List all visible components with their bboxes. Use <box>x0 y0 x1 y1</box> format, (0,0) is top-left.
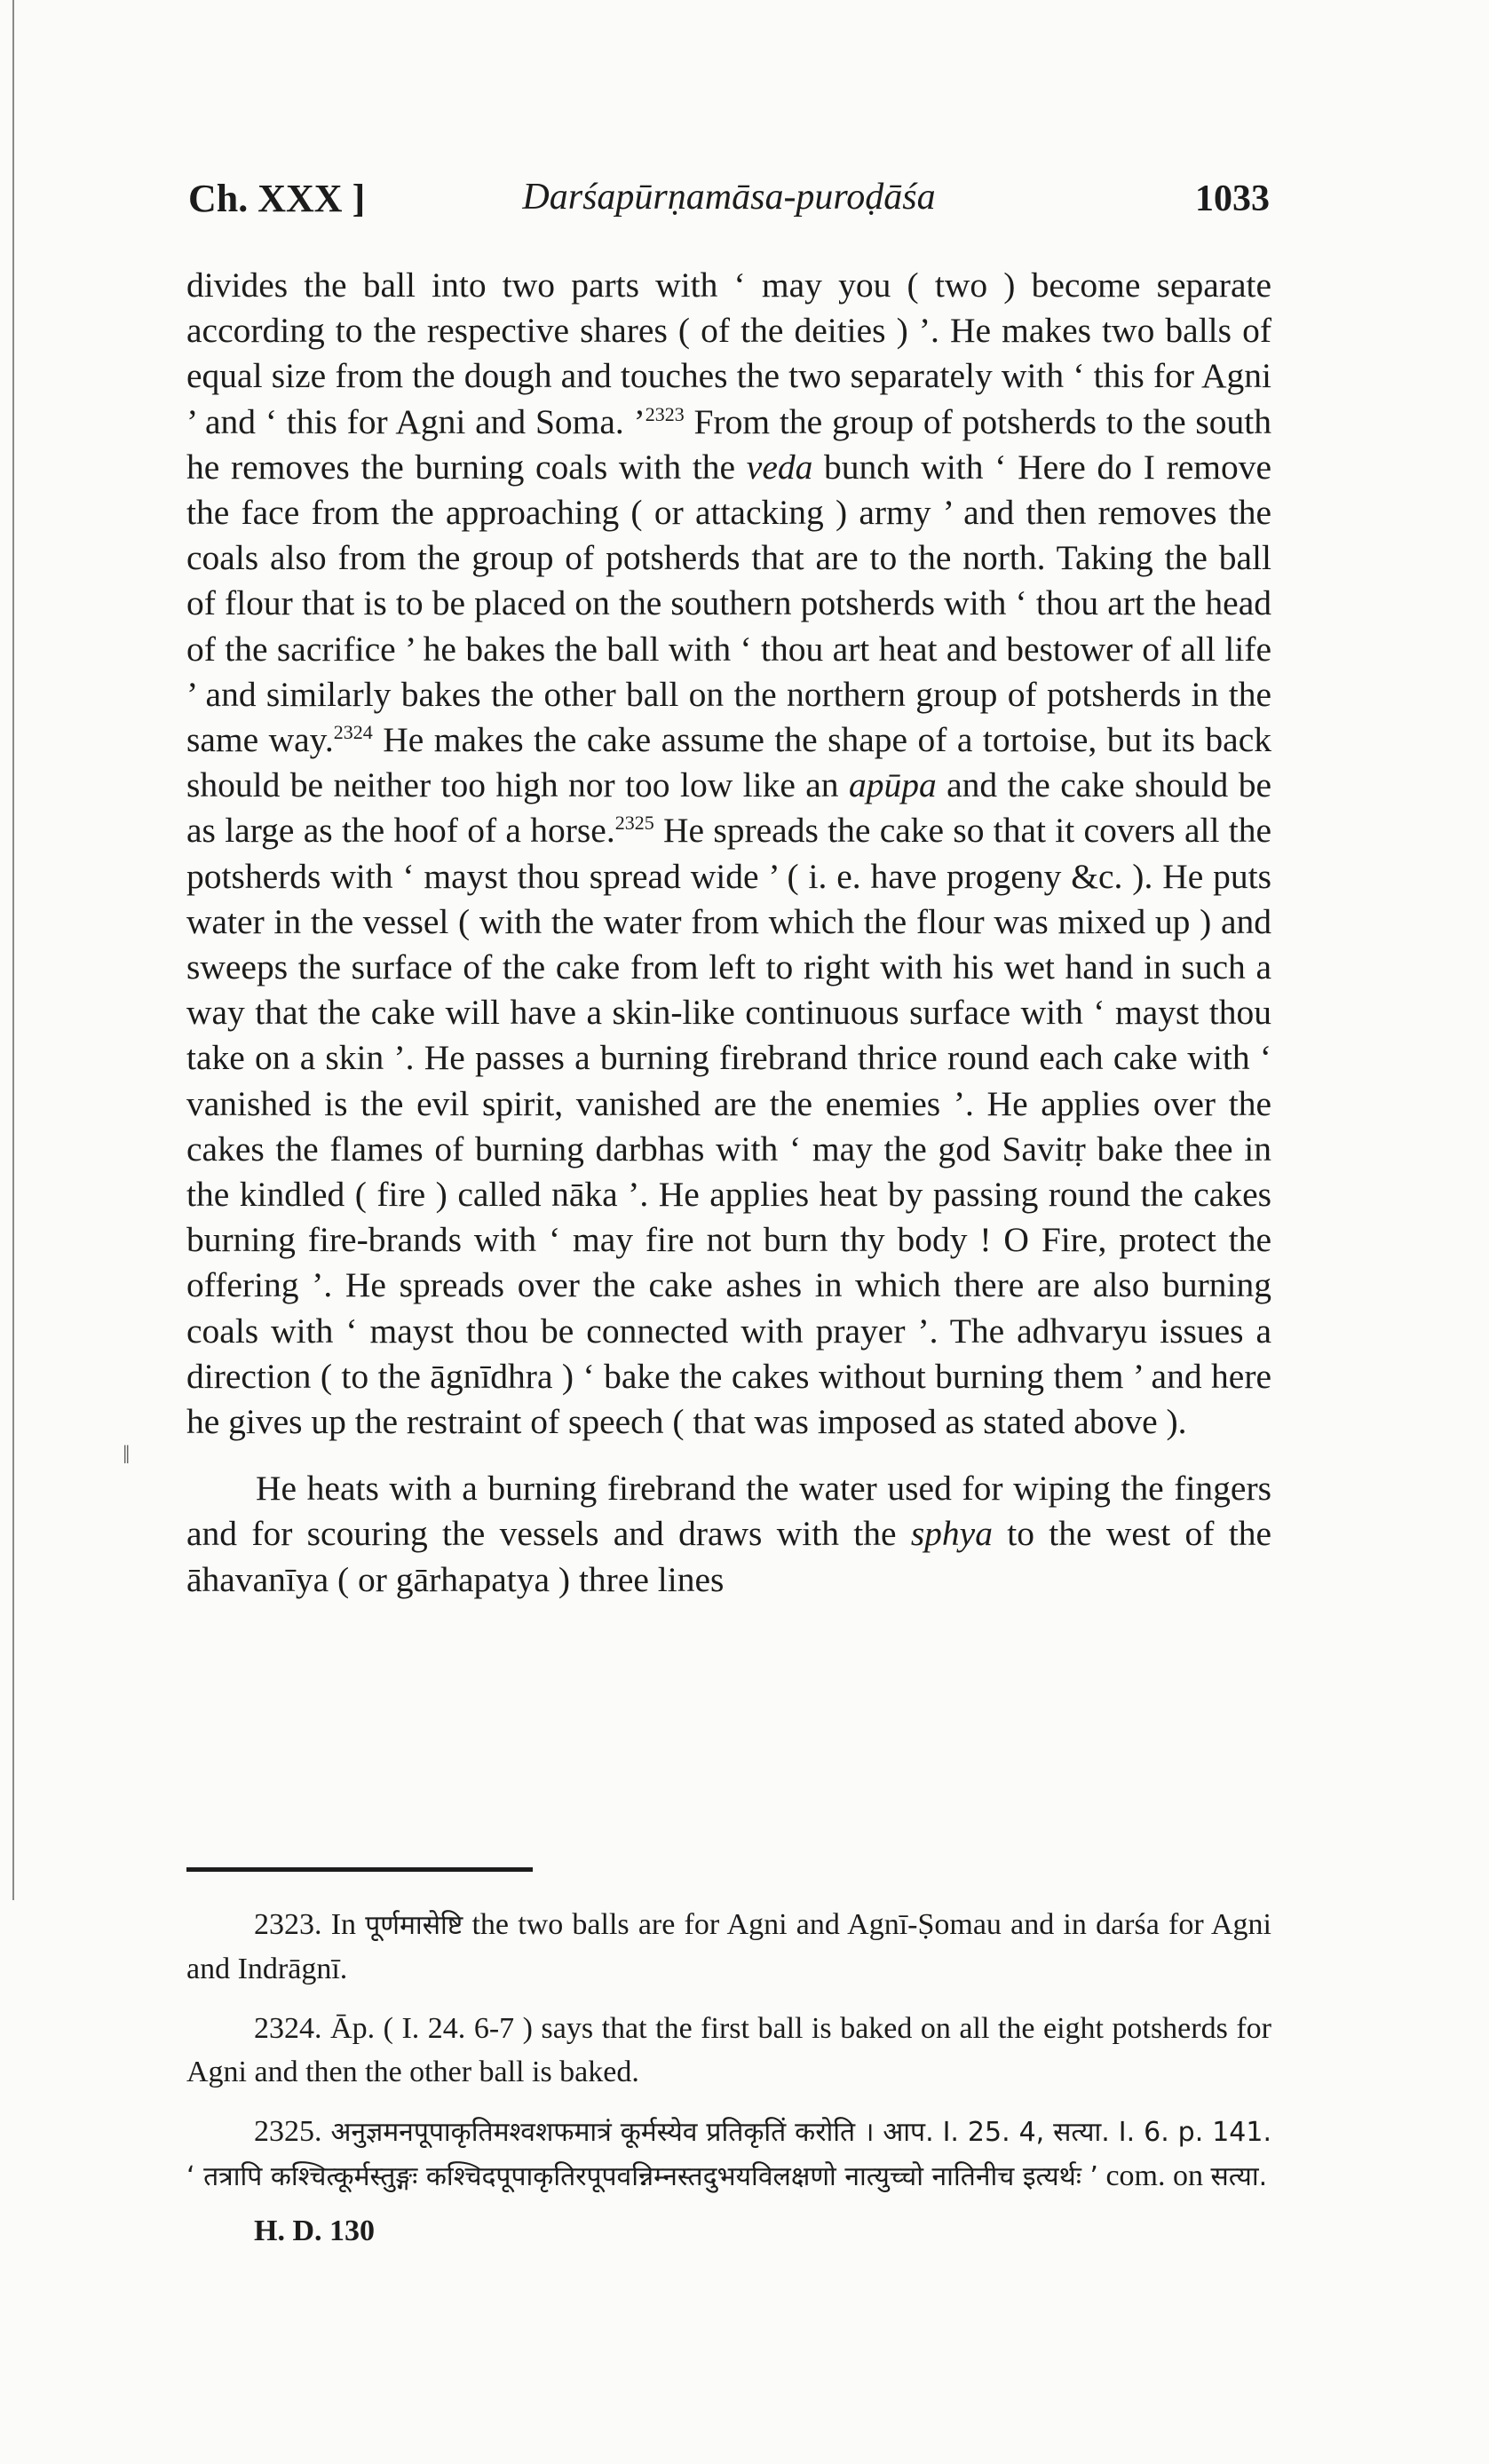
page-edge-rule <box>12 0 14 1900</box>
term-veda: veda <box>746 447 813 487</box>
text-run: In <box>321 1908 366 1941</box>
footnotes <box>186 1903 1271 2269</box>
devanagari-term: सत्या. <box>1210 2161 1268 2192</box>
text-run: He heats with a burning firebrand the water used for wiping the fingers and for scouring the vessels and draws with the <box>186 1469 1271 1554</box>
paragraph-1 <box>186 263 1271 1445</box>
main-text <box>186 263 1271 1603</box>
footnote-2324 <box>186 2007 1271 2094</box>
page-number: 1033 <box>1195 178 1270 219</box>
text-run: From the group of potsherds to the south he removes the burning coals with the <box>186 401 1271 487</box>
footnote-ref-2324: 2324 <box>333 720 373 743</box>
text-run: bunch with ‘ Here do I remove the face from the approaching ( or attacking ) army ’ and then removes the coals also from the group of potsherds that are to the north. Taking the ball of flour that is to be placed on the southern potsherds with ‘ thou art the head of the sacrifice ’ he bakes the ball with ‘ thou art heat and bestower of all life ’ and similarly bakes the other ball on the northern group of potsherds in the same way. <box>186 447 1272 760</box>
text-run: divides the ball into two parts with ‘ may you ( two ) become separate according to the respective shares ( of the deities ) ’. He makes two balls of equal size from the dough and touches the two separately with ‘ this for Agni ’ and ‘ this for Agni and Soma. ’ <box>186 265 1271 441</box>
running-header <box>188 176 1270 238</box>
footnote-divider <box>186 1867 533 1872</box>
footnote-ref-2325: 2325 <box>614 812 654 835</box>
text-run: He makes the cake assume the shape of a tortoise, but its back should be neither too high nor too low like an <box>186 720 1271 805</box>
paragraph-2 <box>186 1466 1271 1603</box>
term-apupa: apūpa <box>848 765 937 805</box>
chapter-label: Ch. XXX ] <box>188 177 366 220</box>
margin-mark: ‖ <box>123 1440 131 1470</box>
footnote-ref-2323: 2323 <box>645 402 685 425</box>
footnote-2325 <box>186 2110 1271 2199</box>
signature-mark: H. D. 130 <box>254 2214 375 2247</box>
text-run: He spreads the cake so that it covers all the potsherds with ‘ mayst thou spread wide ’ ( i. e. have progeny &c. ). He puts water in the vessel ( with the water from which the flour was mixed up ) and sweeps the surface of the cake from left to right with his wet hand in such a way that the cake will have a skin-like continuous surface with ‘ mayst thou take on a skin ’. He passes a burning firebrand thrice round each cake with ‘ vanished is the evil spirit, vanished are the enemies ’. He applies over the cakes the flames of burning darbhas with ‘ may the god Savitṛ bake thee in the kindled ( fire ) called nāka ’. He applies heat by passing round the cakes burning fire-brands with ‘ may fire not burn thy body ! O Fire, protect the offering ’. He spreads over the cake ashes in which there are also burning coals with ‘ mayst thou be connected with prayer ’. The adhvaryu issues a direction ( to the āgnīdhra ) ‘ bake the cakes without burning them ’ and here he gives up the restraint of speech ( that was imposed as stated above ). <box>186 811 1271 1442</box>
term-sphya: sphya <box>910 1514 993 1554</box>
text-run: Āp. ( I. 24. 6-7 ) says that the first ball is baked on all the eight potsherds for Agni and then the other ball is baked. <box>186 2012 1271 2088</box>
devanagari-term: पूर्णमासेष्टि <box>365 1910 463 1941</box>
footnote-number: 2323. <box>254 1908 322 1941</box>
devanagari-quote: अनुज्ञमनपूपाकृतिमश्वशफमात्रं कूर्मस्येव प्रतिकृतिं करोति । आप. I. 25. 4, सत्या. I. 6. p. 141. ‘ तत्रापि कश्चित्कूर्मस्तुङ्गः कश्चिदपूपाकृतिरपूपवन्निम्नस्तदुभयविलक्षणो नात्युच्चो नातिनीच इत्यर्थः ’ <box>186 2117 1271 2192</box>
footnote-number: 2324. <box>254 2012 322 2045</box>
text-run: the two balls are for Agni and Agnī-Ṣomau and in darśa for Agni and Indrāgnī. <box>186 1908 1271 1985</box>
footnote-2323 <box>186 1903 1271 1991</box>
footnote-number: 2325. <box>254 2115 322 2148</box>
text-run: to the west of the āhavanīya ( or gārhapatya ) three lines <box>186 1514 1271 1599</box>
running-title: Darśapūrṇamāsa-puroḍāśa <box>522 177 936 218</box>
text-run: and the cake should be as large as the hoof of a horse. <box>186 765 1271 851</box>
text-run: com. on <box>1097 2159 1211 2192</box>
